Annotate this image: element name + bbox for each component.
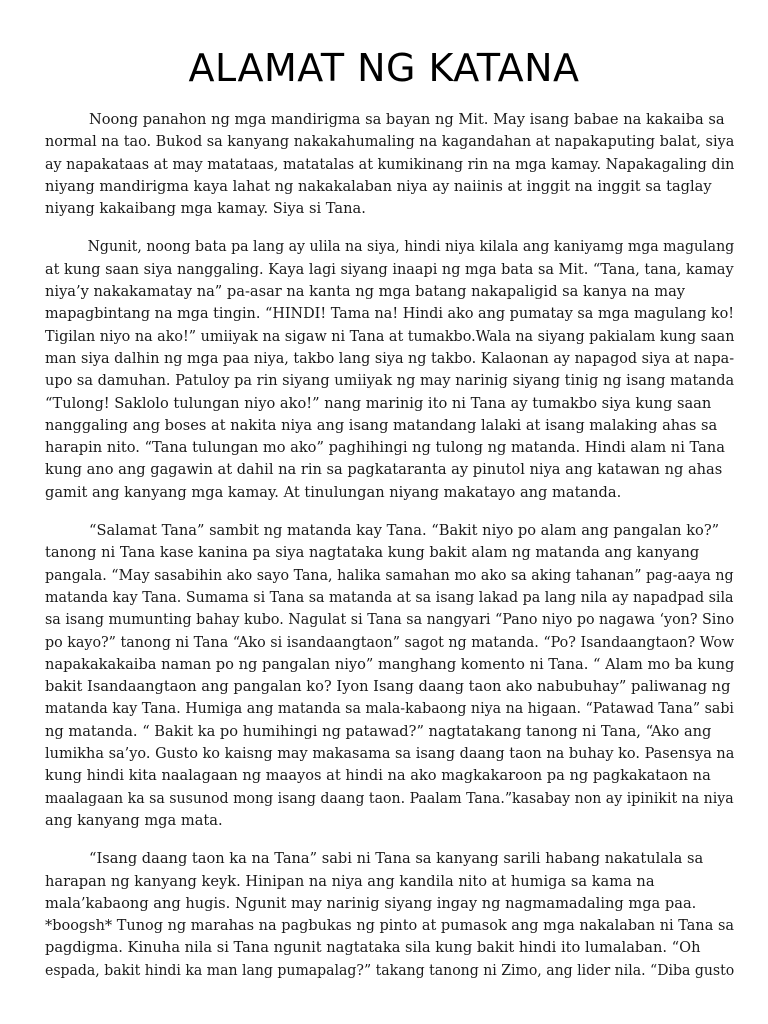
paragraph-line: at kung saan siya nanggaling. Kaya lagi siyang inaapi ng mga bata sa Mit. “Tana, tana, kamay — [45, 260, 734, 278]
paragraph-3 — [45, 520, 735, 832]
paragraph-line: pagdigma. Kinuha nila si Tana ngunit nagtataka sila kung bakit hindi ito lumalaban. “Oh — [45, 939, 701, 957]
paragraph-line: harapan ng kanyang keyk. Hinipan na niya ang kandila nito at humiga sa kama na — [45, 872, 655, 890]
paragraph-4 — [45, 848, 735, 982]
paragraph-line: gamit ang kanyang mga kamay. At tinulungan niyang makatayo ang matanda. — [45, 483, 622, 501]
paragraph-line: normal na tao. Bukod sa kanyang nakakahumaling na kagandahan at napakaputing balat, siya — [45, 133, 735, 151]
paragraph-line: ng matanda. “ Bakit ka po humihingi ng patawad?” nagtatakang tanong ni Tana, “Ako ang — [45, 722, 712, 740]
paragraph-line: mapagbintang na mga tingin. “HINDI! Tama na! Hindi ako ang pumatay sa mga magulang ko! — [45, 305, 735, 323]
paragraph-line: *boogsh* Tunog ng marahas na pagbukas ng pinto at pumasok ang mga nakalaban ni Tana sa — [45, 917, 735, 935]
paragraph-2 — [45, 236, 735, 504]
paragraph-line: po kayo?” tanong ni Tana “Ako si isandaangtaon” sagot ng matanda. “Po? Isandaangtaon? Wow — [45, 633, 735, 651]
paragraph-1 — [45, 109, 735, 220]
paragraph-line: napakakakaiba naman po ng pangalan niyo” manghang komento ni Tana. “ Alam mo ba kung — [45, 655, 735, 673]
story-body — [45, 109, 735, 982]
paragraph-line: matanda kay Tana. Sumama si Tana sa matanda at sa isang lakad pa lang nila ay napadpad sila — [45, 588, 734, 606]
paragraph-line: man siya dalhin ng mga paa niya, takbo lang siya ng takbo. Kalaonan ay napagod siya at napa- — [45, 349, 735, 367]
paragraph-line: upo sa damuhan. Patuloy pa rin siyang umiiyak ng may narinig siyang tinig ng isang matanda — [45, 372, 735, 390]
paragraph-line: tanong ni Tana kase kanina pa siya nagtataka kung bakit alam ng matanda ang kanyang — [45, 544, 700, 562]
paragraph-line: matanda kay Tana. Humiga ang matanda sa mala-kabaong niya na higaan. “Patawad Tana” sabi — [45, 700, 734, 718]
paragraph-line: pangala. “May sasabihin ako sayo Tana, halika samahan mo ako sa aking tahanan” pag-aaya ng — [45, 566, 734, 584]
paragraph-line: mala’kabaong ang hugis. Ngunit may narinig siyang ingay ng nagmamadaling mga paa. — [45, 894, 697, 912]
paragraph-line: espada, bakit hindi ka man lang pumapalag?” takang tanong ni Zimo, ang lider nila. “Diba gusto — [45, 961, 735, 979]
paragraph-line: “Salamat Tana” sambit ng matanda kay Tana. “Bakit niyo po alam ang pangalan ko?” — [89, 522, 720, 540]
paragraph-line: niya’y nakakamatay na” pa-asar na kanta ng mga batang nakapaligid sa kanya na may — [45, 283, 686, 301]
paragraph-line: kung ano ang gagawin at dahil na rin sa pagkataranta ay pinutol niya ang katawan ng ahas — [45, 461, 723, 479]
paragraph-line: ay napakataas at may matataas, matatalas at kumikinang rin na mga kamay. Napakagaling din — [45, 155, 735, 173]
paragraph-line: niyang mandirigma kaya lahat ng nakakalaban niya ay naiinis at inggit na inggit sa taglay — [45, 177, 712, 195]
paragraph-line: bakit Isandaangtaon ang pangalan ko? Iyon Isang daang taon ako nabubuhay” paliwanag ng — [45, 678, 731, 696]
paragraph-line: Tigilan niyo na ako!” umiiyak na sigaw ni Tana at tumakbo.Wala na siyang pakialam kung saan — [45, 327, 735, 345]
paragraph-line: Ngunit, noong bata pa lang ay ulila na siya, hindi niya kilala ang kaniyamg mga magulang — [87, 238, 735, 256]
paragraph-line: kung hindi kita naalagaan ng maayos at hindi na ako magkakaroon pa ng pagkakataon na — [45, 767, 711, 785]
paragraph-line: “Isang daang taon ka na Tana” sabi ni Tana sa kanyang sarili habang nakatulala sa — [89, 850, 704, 868]
paragraph-line: maalagaan ka sa susunod mong isang daang taon. Paalam Tana.”kasabay non ay ipinikit na niya — [45, 789, 734, 807]
paragraph-line: nanggaling ang boses at nakita niya ang isang matandang lalaki at isang malaking ahas sa — [45, 416, 718, 434]
paragraph-line: harapin nito. “Tana tulungan mo ako” paghihingi ng tulong ng matanda. Hindi alam ni Tana — [45, 439, 725, 457]
paragraph-line: lumikha sa’yo. Gusto ko kaisng may makasama sa isang daang taon na buhay ko. Pasensya na — [45, 745, 735, 763]
paragraph-line: ang kanyang mga mata. — [45, 811, 223, 829]
paragraph-line: sa isang mumunting bahay kubo. Nagulat si Tana sa nangyari “Pano niyo po nagawa ‘yon? Sino — [45, 611, 735, 629]
paragraph-line: “Tulong! Saklolo tulungan niyo ako!” nang marinig ito ni Tana ay tumakbo siya kung saan — [45, 394, 712, 412]
paragraph-line: niyang kakaibang mga kamay. Siya si Tana. — [45, 200, 366, 218]
page-title: ALAMAT NG KATANA — [188, 46, 580, 90]
paragraph-line: Noong panahon ng mga mandirigma sa bayan ng Mit. May isang babae na kakaiba sa — [89, 111, 725, 128]
